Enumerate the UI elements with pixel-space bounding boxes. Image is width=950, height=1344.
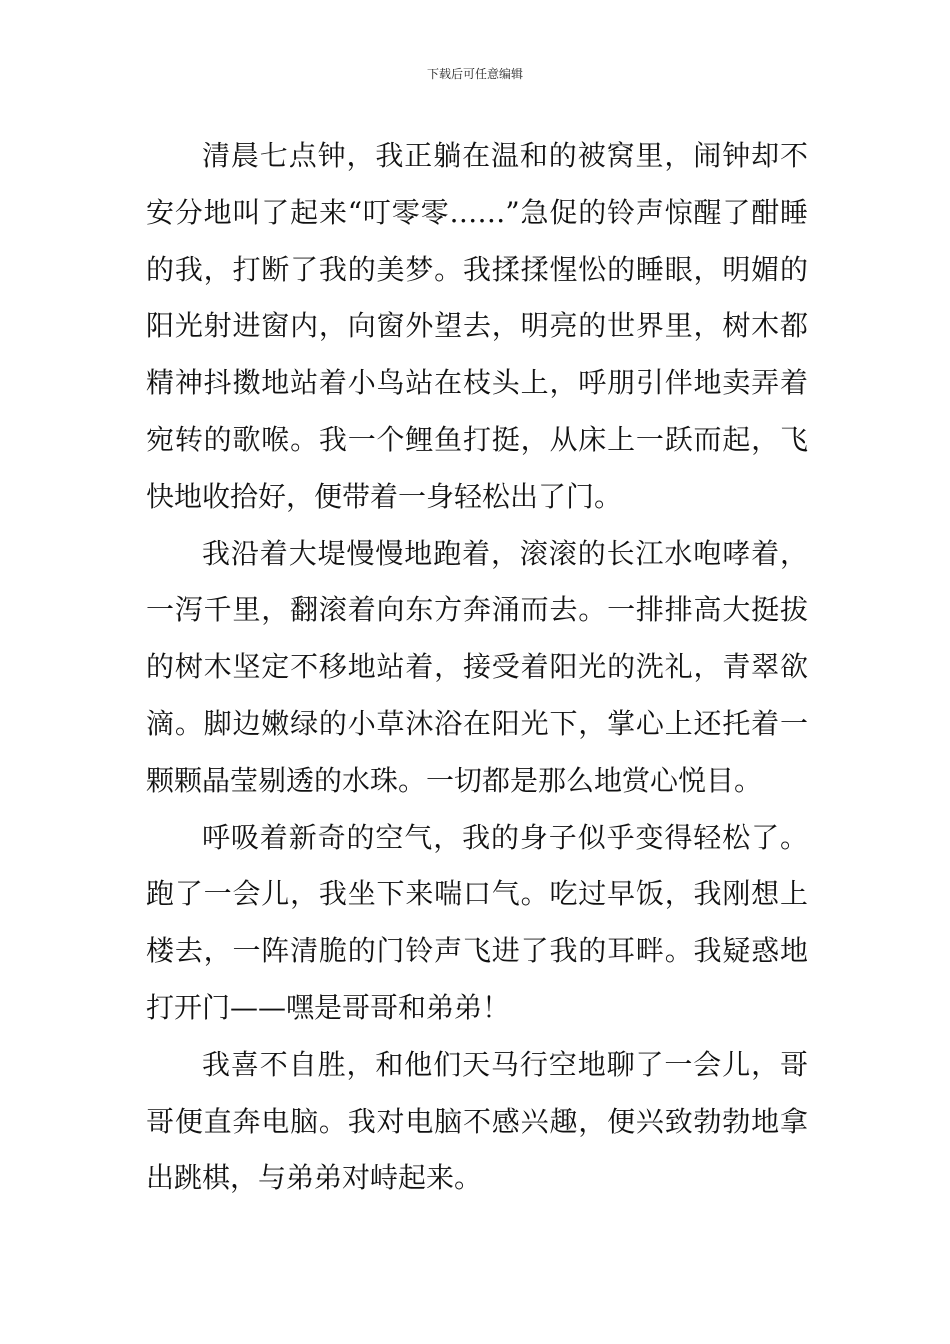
paragraph-2: 我沿着大堤慢慢地跑着，滚滚的长江水咆哮着，一泻千里，翻滚着向东方奔涌而去。一排排高大挺拔的树木坚定不移地站着，接受着阳光的洗礼，青翠欲滴。脚边嫩绿的小草沐浴在阳光下，掌心上还托着一颗颗晶莹剔透的水珠。一切都是那么地赏心悦目。	[146, 536, 808, 797]
paragraph-3: 呼吸着新奇的空气，我的身子似乎变得轻松了。跑了一会儿，我坐下来喘口气。吃过早饭，我刚想上楼去，一阵清脆的门铃声飞进了我的耳畔。我疑惑地打开门——嘿是哥哥和弟弟！	[146, 820, 808, 1024]
header-note: 下载后可任意编辑	[426, 67, 523, 81]
article-body	[146, 128, 808, 1207]
paragraph-1: 清晨七点钟，我正躺在温和的被窝里，闹钟却不安分地叫了起来“叮零零……”急促的铃声惊醒了酣睡的我，打断了我的美梦。我揉揉惺忪的睡眼，明媚的阳光射进窗内，向窗外望去，明亮的世界里，树木都精神抖擞地站着小鸟站在枝头上，呼朋引伴地卖弄着宛转的歌喉。我一个鲤鱼打挺，从床上一跃而起，飞快地收拾好，便带着一身轻松出了门。	[146, 139, 808, 513]
paragraph-4: 我喜不自胜，和他们天马行空地聊了一会儿，哥哥便直奔电脑。我对电脑不感兴趣，便兴致勃勃地拿出跳棋，与弟弟对峙起来。	[146, 1047, 808, 1195]
